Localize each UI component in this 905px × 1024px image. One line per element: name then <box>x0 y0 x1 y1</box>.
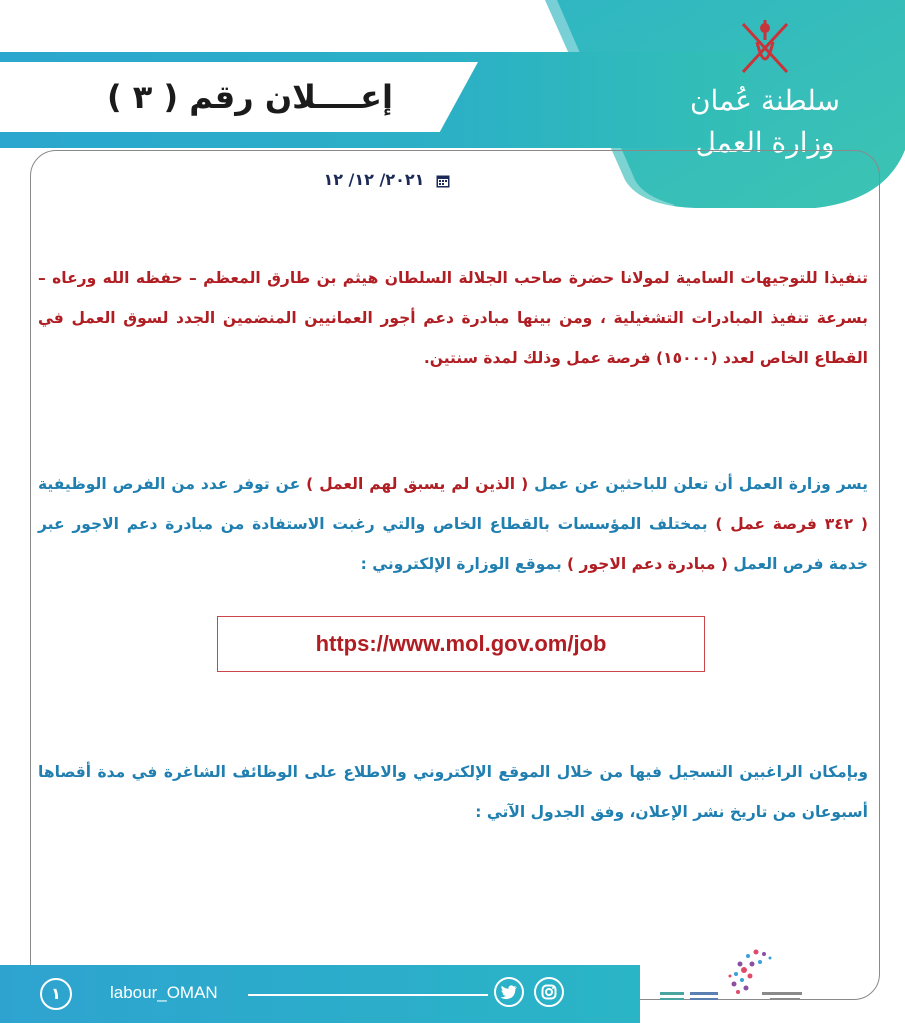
footer-divider <box>248 994 488 996</box>
page-number: ١ <box>40 978 72 1010</box>
job-portal-link[interactable]: https://www.mol.gov.om/job <box>315 631 607 656</box>
highlight-first-time-workers: ( الذين لم يسبق لهم العمل ) <box>306 475 529 493</box>
twitter-icon[interactable] <box>494 977 524 1007</box>
paragraph-registration: وبإمكان الراغبين التسجيل فيها من خلال الموقع الإلكتروني والاطلاع على الوظائف الشاغرة في مدة أقصاها أسبوعان من تاريخ نشر الإعلان، وفق الجدول الآتي : <box>38 763 868 821</box>
paragraph-directives: تنفيذا للتوجيهات السامية لمولانا حضرة صاحب الجلالة السلطان هيثم بن طارق المعظم – حفظه الله ورعاه – بسرعة تنفيذ المبادرات التشغيلية ، ومن بينها مبادرة دعم أجور العمانيين المنضمين الجدد لسوق العمل في القطاع الخاص لعدد (١٥٠٠٠) فرصة عمل وذلك لمدة سنتين. <box>38 269 868 367</box>
highlight-job-count: ( ٣٤٢ فرصة عمل ) <box>715 515 868 533</box>
announcement-title: إعــــلان رقم ( ٣ ) <box>107 78 393 116</box>
partner-logo <box>660 990 720 1004</box>
url-box <box>217 616 705 672</box>
oman-emblem-icon <box>735 14 795 84</box>
paragraph-announcement: يسر وزارة العمل أن تعلن للباحثين عن عمل ( الذين لم يسبق لهم العمل ) عن توفر عدد من الفرص الوظيفية ( ٣٤٢ فرصة عمل ) بمختلف المؤسسات بالقطاع الخاص والتي رغبت الاستفادة من مبادرة دعم الاجور عبر خدمة فرص العمل ( مبادرة دعم الاجور ) بموقع الوزارة الإلكتروني : <box>38 475 868 573</box>
social-handle: labour_OMAN <box>110 983 218 1002</box>
ministry-name-line2: وزارة العمل <box>695 126 835 159</box>
oman-vision-logo <box>700 936 820 1016</box>
highlight-initiative-name: ( مبادرة دعم الاجور ) <box>567 555 728 573</box>
announcement-date: ٢٠٢١/ ١٢/ ١٢ <box>323 170 425 189</box>
calendar-icon <box>436 174 450 188</box>
ministry-name-line1: سلطنة عُمان <box>689 84 841 117</box>
instagram-icon[interactable] <box>534 977 564 1007</box>
date-row <box>250 170 450 192</box>
